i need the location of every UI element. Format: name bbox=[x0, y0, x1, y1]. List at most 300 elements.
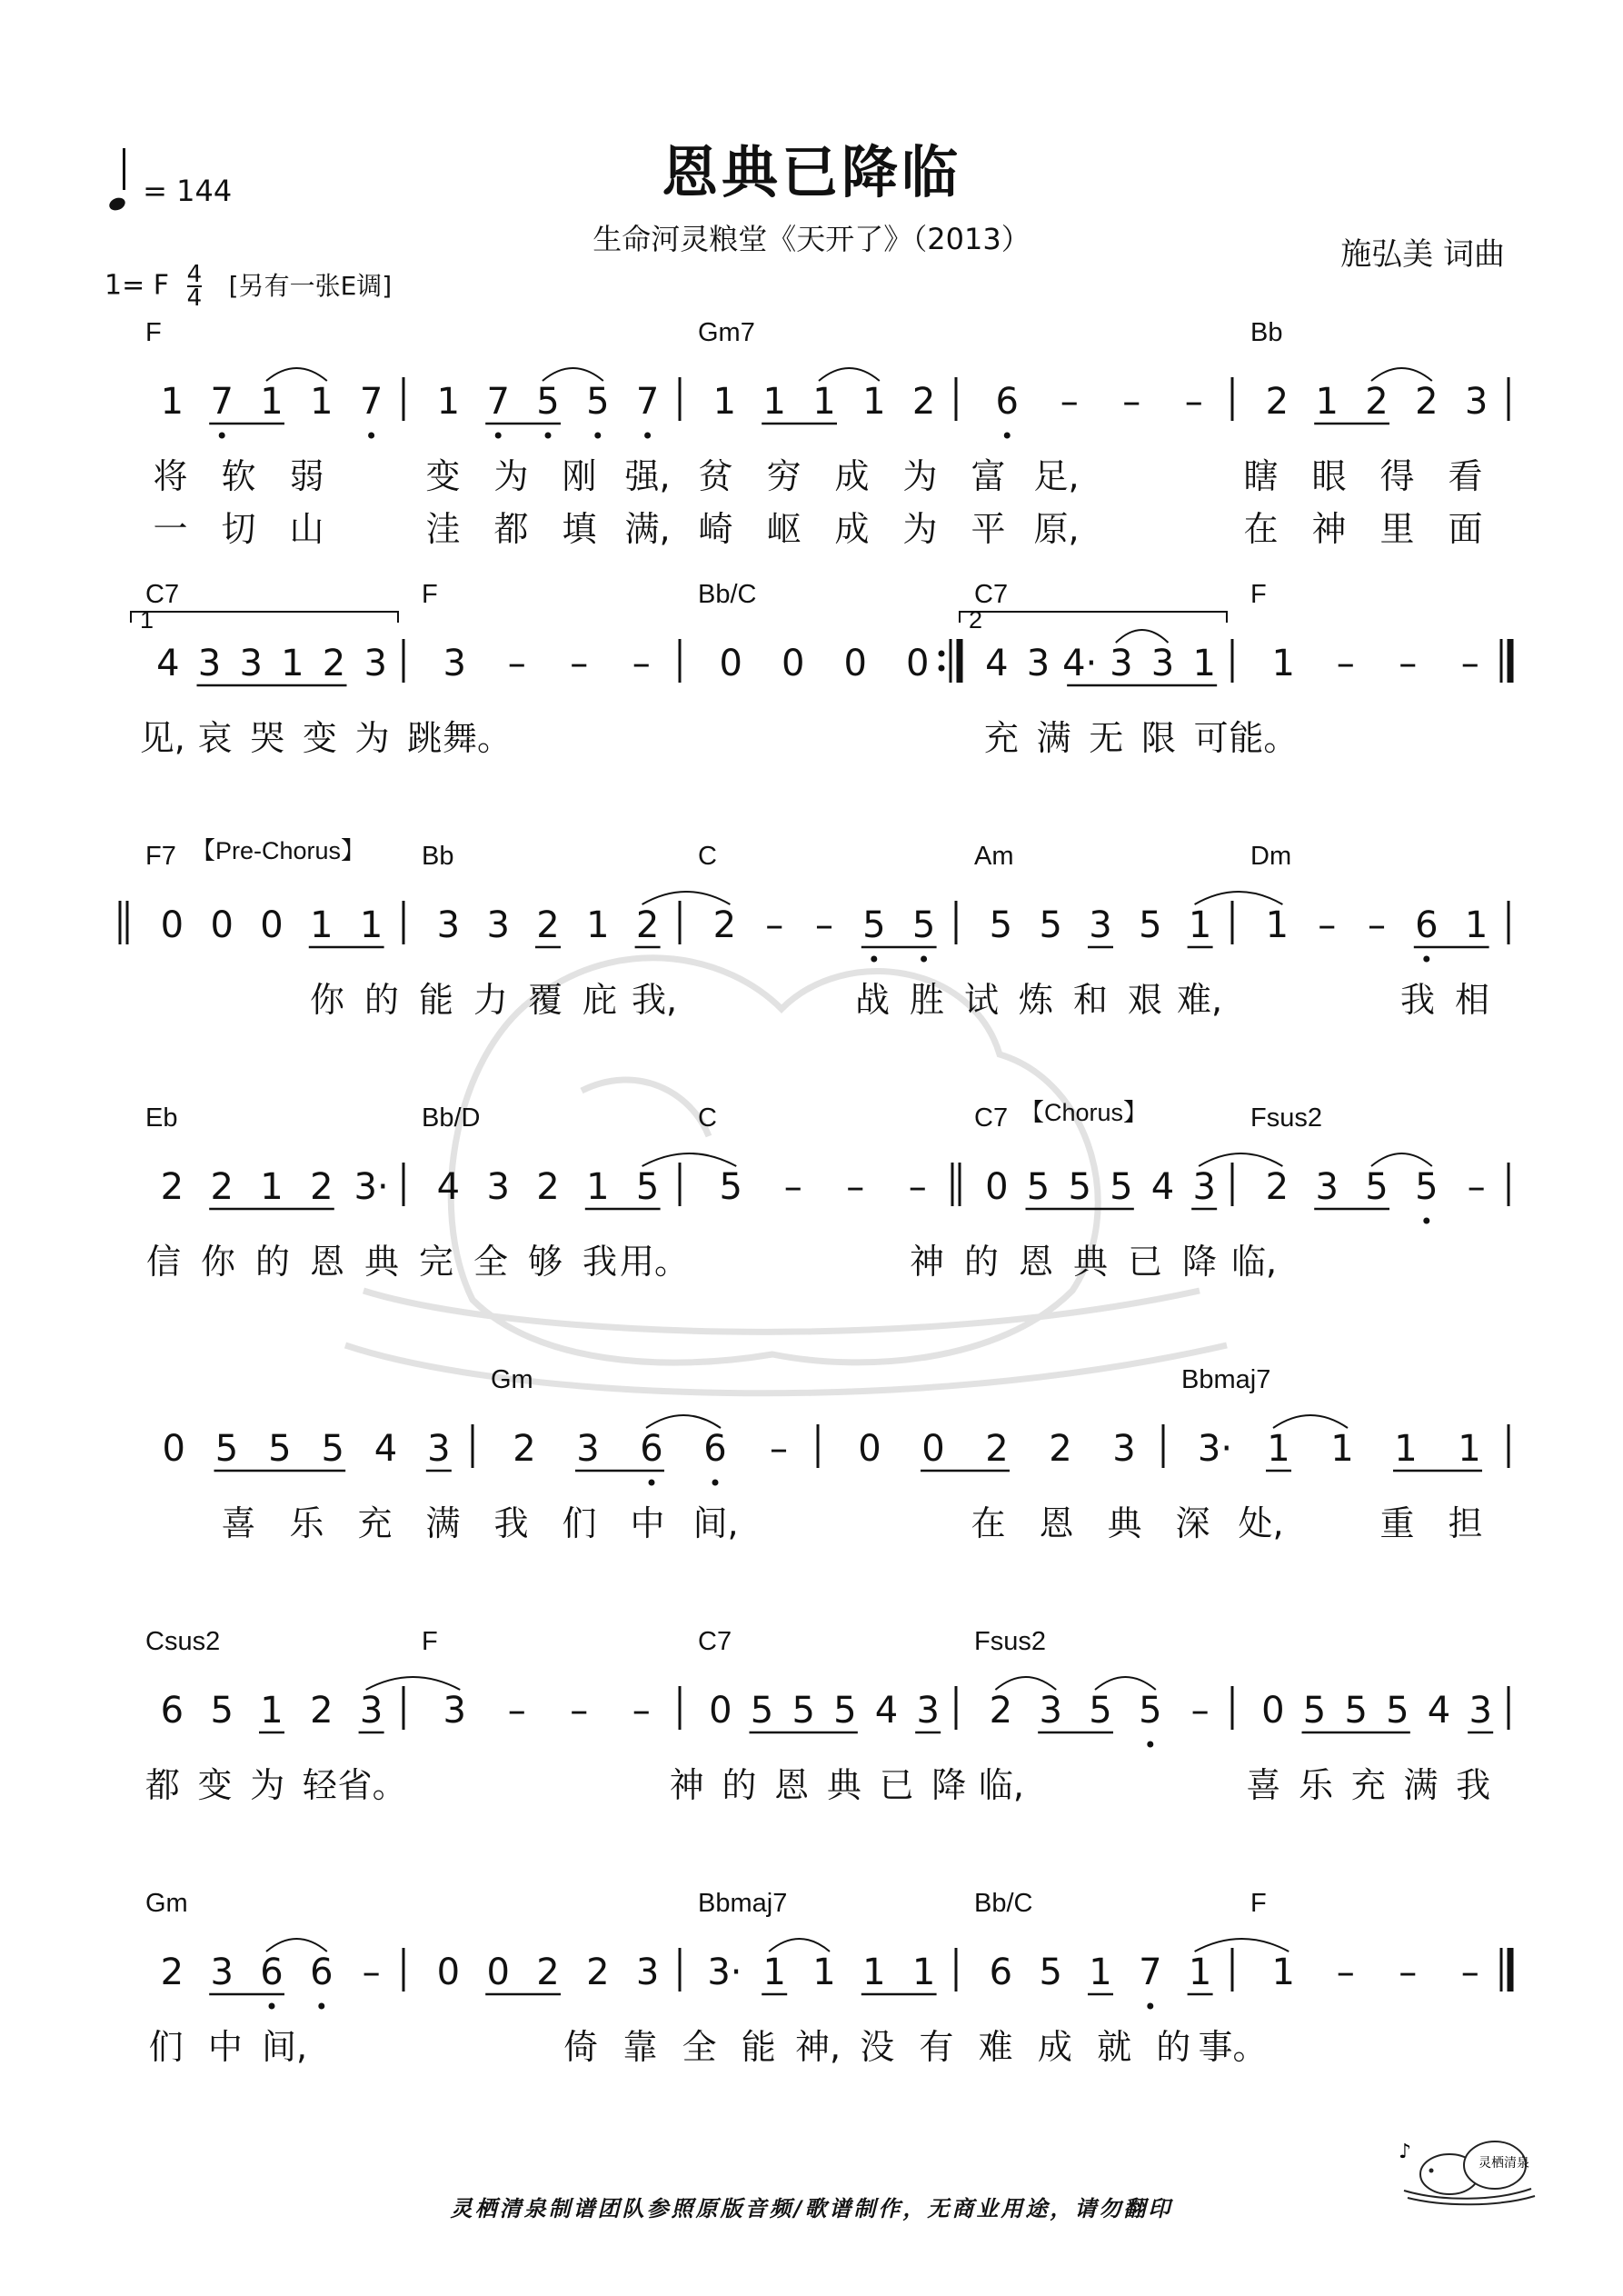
lyric-char: 降 bbox=[931, 1765, 967, 1805]
jianpu-note: 5 bbox=[1026, 1166, 1050, 1208]
jianpu-note: – bbox=[1368, 904, 1386, 946]
jianpu-note: 2 bbox=[513, 1428, 536, 1470]
jianpu-note: 1 bbox=[586, 904, 610, 946]
tie-slur bbox=[819, 368, 880, 381]
jianpu-note: 5 bbox=[792, 1690, 815, 1732]
jianpu-note: 2 bbox=[712, 904, 737, 946]
lyric-char: 可 bbox=[1193, 718, 1229, 758]
jianpu-note: 2 bbox=[1265, 381, 1289, 423]
key-label: 1= F bbox=[105, 269, 170, 302]
octave-dot-low bbox=[649, 1480, 655, 1486]
octave-dot-low bbox=[318, 2003, 324, 2010]
octave-dot-low bbox=[545, 433, 552, 439]
jianpu-note: 1 bbox=[862, 381, 886, 423]
jianpu-note: 5 bbox=[210, 1690, 234, 1732]
lyric-char: 乐 bbox=[289, 1503, 324, 1543]
lyric-char: 试 bbox=[963, 980, 1000, 1020]
jianpu-note: 3 bbox=[1110, 643, 1133, 684]
jianpu-note: 3 bbox=[443, 643, 466, 684]
lyric-char: 眼 bbox=[1311, 456, 1347, 496]
chord-symbol: Fsus2 bbox=[1250, 1103, 1322, 1133]
jianpu-note: – bbox=[507, 643, 526, 684]
lyric-char: 用。 bbox=[619, 1242, 690, 1282]
lyric-char: 舞。 bbox=[442, 718, 513, 758]
chord-symbol: Bbmaj7 bbox=[698, 1889, 788, 1918]
lyric-char: 完 bbox=[418, 1242, 454, 1282]
jianpu-note: 6 bbox=[703, 1428, 727, 1470]
lyric-char: 看 bbox=[1448, 456, 1483, 496]
chord-symbol: Dm bbox=[1250, 842, 1292, 871]
lyric-char: 间, bbox=[692, 1503, 739, 1543]
chord-symbol: Bb/C bbox=[974, 1889, 1033, 1918]
tie-slur bbox=[1116, 630, 1169, 643]
jianpu-note: 1 bbox=[712, 381, 737, 423]
jianpu-note: 2 bbox=[586, 1952, 610, 1993]
jianpu-note: 3 bbox=[239, 643, 263, 684]
jianpu-note: 0 bbox=[486, 1952, 510, 1993]
lyric-char: 倚 bbox=[563, 2027, 599, 2067]
chord-symbol: Gm bbox=[145, 1889, 188, 1918]
lyric-char: 担 bbox=[1448, 1503, 1483, 1543]
octave-dot-low bbox=[644, 433, 651, 439]
octave-dot-low bbox=[495, 433, 502, 439]
chord-symbol: Fsus2 bbox=[974, 1627, 1046, 1656]
lyric-char: 都 bbox=[144, 1765, 180, 1805]
chord-symbol: Gm7 bbox=[698, 318, 755, 347]
jianpu-note: 1 bbox=[1267, 1428, 1290, 1470]
lyric-char: 喜 bbox=[221, 1503, 256, 1543]
lyric-char: 在 bbox=[1243, 509, 1279, 549]
section-tag: 【Pre-Chorus】 bbox=[191, 837, 366, 864]
jianpu-note: – bbox=[570, 1690, 589, 1732]
tie-slur bbox=[1095, 1677, 1156, 1690]
jianpu-note: 3 bbox=[427, 1428, 451, 1470]
lyric-char: 恩 bbox=[1039, 1503, 1074, 1543]
jianpu-note: 4 bbox=[156, 643, 180, 684]
jianpu-note: – bbox=[362, 1952, 381, 1993]
jianpu-note: 5 bbox=[862, 904, 886, 946]
lyric-char: 满 bbox=[1403, 1765, 1439, 1805]
jianpu-note: 2 bbox=[210, 1166, 234, 1208]
svg-text:♪: ♪ bbox=[1399, 2141, 1412, 2163]
chord-symbol: Eb bbox=[145, 1103, 178, 1133]
lyric-char: 足, bbox=[1033, 456, 1080, 496]
volta-number: 2 bbox=[969, 606, 983, 634]
lyric-char: 弱 bbox=[289, 456, 324, 496]
lyric-char: 事。 bbox=[1198, 2027, 1268, 2067]
jianpu-note: 1 bbox=[812, 381, 836, 423]
tie-slur bbox=[1371, 1153, 1432, 1166]
lyric-char: 神, bbox=[794, 2027, 841, 2067]
chord-symbol: Bb bbox=[422, 842, 454, 871]
jianpu-note: 4 bbox=[373, 1428, 398, 1470]
composer: 施弘美 词曲 bbox=[1340, 236, 1505, 273]
chord-symbol: Bb bbox=[1250, 318, 1283, 347]
chord-symbol: C7 bbox=[974, 1103, 1009, 1133]
jianpu-note: 5 bbox=[536, 381, 560, 423]
jianpu-note: 7 bbox=[1139, 1952, 1162, 1993]
lyric-char: 将 bbox=[153, 456, 188, 496]
jianpu-note: 1 bbox=[260, 1690, 284, 1732]
chord-symbol: Bb/D bbox=[422, 1103, 481, 1133]
jianpu-note: 0 bbox=[436, 1952, 461, 1993]
lyric-char: 已 bbox=[879, 1765, 914, 1805]
lyric-char: 中 bbox=[207, 2027, 243, 2067]
lyric-char: 崎 bbox=[698, 509, 733, 549]
lyric-char: 庇 bbox=[582, 980, 618, 1020]
lyric-char: 典 bbox=[363, 1242, 400, 1282]
lyric-char: 神 bbox=[1311, 509, 1347, 549]
jianpu-note: – bbox=[632, 1690, 651, 1732]
jianpu-note: 1 bbox=[1192, 643, 1216, 684]
jianpu-note: 1 bbox=[762, 381, 786, 423]
jianpu-note: 2 bbox=[635, 904, 660, 946]
jianpu-note: 7 bbox=[635, 381, 660, 423]
jianpu-note: – bbox=[570, 643, 589, 684]
jianpu-note: 2 bbox=[536, 1166, 560, 1208]
brand-logo bbox=[1386, 2134, 1549, 2207]
octave-dot-low bbox=[219, 433, 225, 439]
lyric-char: 难 bbox=[978, 2027, 1013, 2067]
lyric-char: 瞎 bbox=[1243, 456, 1279, 496]
tempo-value: = 144 bbox=[143, 174, 233, 208]
lyric-char: 战 bbox=[854, 980, 891, 1020]
lyric-char: 有 bbox=[919, 2027, 954, 2067]
jianpu-note: 1 bbox=[1188, 904, 1212, 946]
tie-slur bbox=[769, 1939, 830, 1952]
lyric-char: 力 bbox=[473, 980, 509, 1020]
lyric-char: 成 bbox=[834, 509, 870, 549]
chord-symbol: Bbmaj7 bbox=[1181, 1365, 1271, 1394]
lyric-char: 为 bbox=[250, 1765, 285, 1805]
jianpu-note: 3 bbox=[1315, 1166, 1339, 1208]
volta-bracket bbox=[131, 612, 398, 623]
jianpu-note: 1 bbox=[1458, 1428, 1481, 1470]
lyric-char: 临, bbox=[1230, 1242, 1278, 1282]
lyric-char: 为 bbox=[902, 456, 938, 496]
lyric-char: 的 bbox=[963, 1242, 1000, 1282]
jianpu-note: 3 bbox=[1039, 1690, 1062, 1732]
lyric-char: 的 bbox=[722, 1765, 757, 1805]
jianpu-note: 6 bbox=[260, 1952, 284, 1993]
jianpu-note: 6 bbox=[989, 1952, 1013, 1993]
lyric-char: 变 bbox=[425, 456, 461, 496]
lyric-char: 你 bbox=[200, 1242, 236, 1282]
lyric-char: 岖 bbox=[766, 509, 802, 549]
lyric-char: 为 bbox=[902, 509, 938, 549]
jianpu-note: – bbox=[765, 904, 784, 946]
jianpu-note: 2 bbox=[1049, 1428, 1072, 1470]
chord-symbol: C7 bbox=[974, 580, 1009, 609]
jianpu-note: – bbox=[846, 1166, 865, 1208]
lyric-char: 无 bbox=[1089, 718, 1124, 758]
chord-symbol: F bbox=[1250, 1889, 1267, 1918]
jianpu-note: 2 bbox=[310, 1166, 334, 1208]
lyric-char: 我 bbox=[493, 1503, 529, 1543]
jianpu-note: – bbox=[632, 643, 651, 684]
lyric-char: 临, bbox=[978, 1765, 1024, 1805]
lyric-char: 的 bbox=[1156, 2027, 1191, 2067]
jianpu-note: 4 bbox=[1427, 1690, 1451, 1732]
lyric-char: 全 bbox=[473, 1242, 509, 1282]
jianpu-note: 0 bbox=[719, 643, 742, 684]
lyric-char: 处, bbox=[1238, 1503, 1284, 1543]
jianpu-note: 5 bbox=[635, 1166, 660, 1208]
jianpu-note: 5 bbox=[321, 1428, 344, 1470]
lyric-char: 够 bbox=[527, 1242, 563, 1282]
jianpu-note: 3 bbox=[359, 1690, 383, 1732]
jianpu-note: – bbox=[507, 1690, 526, 1732]
jianpu-note: 3 bbox=[1192, 1166, 1216, 1208]
lyric-char: 艰 bbox=[1127, 980, 1163, 1020]
jianpu-note: 6 bbox=[160, 1690, 184, 1732]
jianpu-note: 6 bbox=[310, 1952, 334, 1993]
jianpu-note: 0 bbox=[709, 1690, 732, 1732]
lyric-char: 填 bbox=[562, 509, 597, 549]
lyric-char: 哭 bbox=[250, 718, 285, 758]
lyric-char: 都 bbox=[493, 509, 529, 549]
jianpu-note: 2 bbox=[1265, 1166, 1289, 1208]
jianpu-note: 5 bbox=[1386, 1690, 1409, 1732]
lyric-char: 典 bbox=[1107, 1503, 1142, 1543]
lyric-char: 神 bbox=[909, 1242, 945, 1282]
lyric-char: 我 bbox=[1456, 1765, 1491, 1805]
tie-slur bbox=[1273, 1415, 1348, 1428]
lyric-char: 没 bbox=[860, 2027, 895, 2067]
jianpu-note: 3 bbox=[1112, 1428, 1136, 1470]
jianpu-note: 1 bbox=[260, 1166, 284, 1208]
lyric-char: 成 bbox=[834, 456, 870, 496]
jianpu-note: – bbox=[1399, 1952, 1418, 1993]
tie-slur bbox=[995, 1677, 1056, 1690]
jianpu-note: 3 bbox=[1469, 1690, 1492, 1732]
jianpu-note: 3 bbox=[1089, 904, 1112, 946]
lyric-char: 恩 bbox=[309, 1242, 345, 1282]
jianpu-note: 1 bbox=[762, 1952, 786, 1993]
jianpu-note: 5 bbox=[586, 381, 610, 423]
lyric-char: 变 bbox=[197, 1765, 233, 1805]
tie-slur bbox=[266, 1939, 327, 1952]
lyric-char: 们 bbox=[148, 2027, 184, 2067]
lyric-char: 难, bbox=[1176, 980, 1223, 1020]
jianpu-note: 6 bbox=[640, 1428, 663, 1470]
jianpu-note: 3 bbox=[1026, 643, 1050, 684]
lyric-char: 典 bbox=[826, 1765, 861, 1805]
lyric-char: 靠 bbox=[622, 2027, 658, 2067]
lyric-char: 你 bbox=[309, 980, 345, 1020]
chord-symbol: Csus2 bbox=[145, 1627, 221, 1656]
lyric-char: 信 bbox=[145, 1242, 182, 1282]
lyric-char: 见, bbox=[139, 718, 185, 758]
lyric-char: 软 bbox=[221, 456, 256, 496]
lyric-char: 神 bbox=[669, 1765, 704, 1805]
lyric-char: 炼 bbox=[1018, 980, 1054, 1020]
jianpu-note: 0 bbox=[782, 643, 805, 684]
jianpu-note: 1 bbox=[1089, 1952, 1112, 1993]
jianpu-note: 1 bbox=[310, 904, 334, 946]
jianpu-note: – bbox=[1399, 643, 1418, 684]
jianpu-note: 0 bbox=[210, 904, 234, 946]
jianpu-note: – bbox=[1336, 643, 1355, 684]
jianpu-note: 4 bbox=[436, 1166, 461, 1208]
jianpu-note: 1 bbox=[586, 1166, 610, 1208]
jianpu-note: 5 bbox=[214, 1428, 239, 1470]
jianpu-note: 5 bbox=[989, 904, 1013, 946]
lyric-char: 贫 bbox=[698, 456, 733, 496]
jianpu-note: 3 bbox=[443, 1690, 466, 1732]
jianpu-note: 1 bbox=[1315, 381, 1339, 423]
jianpu-note: 3 bbox=[1150, 643, 1175, 684]
jianpu-note: – bbox=[1184, 381, 1203, 423]
lyric-char: 轻 bbox=[302, 1765, 337, 1805]
lyric-char: 充 bbox=[357, 1503, 393, 1543]
octave-dot-low bbox=[368, 433, 374, 439]
jianpu-note: 1 bbox=[436, 381, 461, 423]
octave-dot-low bbox=[1423, 1218, 1429, 1224]
jianpu-note: 3 bbox=[1464, 381, 1489, 423]
volta-bracket bbox=[960, 612, 1227, 623]
jianpu-note: 0 bbox=[921, 1428, 945, 1470]
octave-dot-low bbox=[921, 956, 927, 963]
chord-symbol: C bbox=[698, 842, 717, 871]
jianpu-note: 2 bbox=[160, 1166, 184, 1208]
lyric-char: 充 bbox=[983, 718, 1019, 758]
lyric-char: 富 bbox=[971, 456, 1006, 496]
octave-dot-low bbox=[712, 1480, 719, 1486]
lyric-char: 跳 bbox=[407, 718, 443, 758]
jianpu-note: 1 bbox=[862, 1952, 886, 1993]
jianpu-note: – bbox=[1190, 1690, 1210, 1732]
jianpu-note: 0 bbox=[985, 1166, 1009, 1208]
jianpu-note: 7 bbox=[486, 381, 510, 423]
jianpu-note: 2 bbox=[322, 643, 346, 684]
footer-note: 灵栖清泉制谱团队参照原版音频/歌谱制作，无商业用途，请勿翻印 bbox=[450, 2196, 1173, 2221]
jianpu-note: – bbox=[1318, 904, 1337, 946]
jianpu-note: 6 bbox=[995, 381, 1019, 423]
jianpu-note: 4 bbox=[985, 643, 1009, 684]
lyric-char: 覆 bbox=[527, 980, 563, 1020]
lyric-char: 能 bbox=[741, 2027, 776, 2067]
jianpu-note: 4 bbox=[874, 1690, 899, 1732]
lyric-char: 我 bbox=[1399, 980, 1436, 1020]
jianpu-note: 2 bbox=[911, 381, 936, 423]
jianpu-note: 3 bbox=[576, 1428, 600, 1470]
lyric-char: 平 bbox=[971, 509, 1006, 549]
jianpu-note: 3 bbox=[210, 1952, 234, 1993]
lyric-char: 降 bbox=[1181, 1242, 1218, 1282]
jianpu-note: 0 bbox=[260, 904, 284, 946]
tie-slur bbox=[366, 1677, 461, 1690]
lyric-char: 强, bbox=[624, 456, 671, 496]
lyric-char: 我 bbox=[582, 1242, 618, 1282]
jianpu-note: 5 bbox=[911, 904, 936, 946]
lyric-char: 典 bbox=[1072, 1242, 1109, 1282]
jianpu-note: 7 bbox=[210, 381, 234, 423]
jianpu-note: – bbox=[815, 904, 833, 946]
chord-symbol: F bbox=[422, 580, 438, 609]
lyric-char: 相 bbox=[1454, 980, 1490, 1020]
jianpu-note: – bbox=[1336, 1952, 1355, 1993]
jianpu-note: 7 bbox=[359, 381, 383, 423]
jianpu-note: 5 bbox=[1344, 1690, 1368, 1732]
tie-slur bbox=[1195, 892, 1283, 904]
jianpu-note: 5 bbox=[1139, 1690, 1162, 1732]
jianpu-note: – bbox=[1467, 1166, 1486, 1208]
jianpu-note: 3 bbox=[486, 904, 510, 946]
chord-symbol: Bb/C bbox=[698, 580, 757, 609]
chord-symbol: F bbox=[145, 318, 162, 347]
lyric-char: 切 bbox=[221, 509, 256, 549]
lyric-char: 喜 bbox=[1246, 1765, 1281, 1805]
lyric-char: 满 bbox=[425, 1503, 461, 1543]
lyric-char: 和 bbox=[1072, 980, 1109, 1020]
jianpu-note: – bbox=[1060, 381, 1079, 423]
jianpu-note: 5 bbox=[833, 1690, 857, 1732]
tie-slur bbox=[646, 1415, 721, 1428]
lyric-char: 们 bbox=[562, 1503, 597, 1543]
lyric-char: 的 bbox=[254, 1242, 291, 1282]
jianpu-note: 1 bbox=[359, 904, 383, 946]
jianpu-note: 5 bbox=[1039, 1952, 1062, 1993]
volta-number: 1 bbox=[140, 606, 154, 634]
jianpu-note: 1 bbox=[160, 381, 184, 423]
chord-symbol: F7 bbox=[145, 842, 176, 871]
jianpu-note: – bbox=[1460, 1952, 1479, 1993]
jianpu-note: 3· bbox=[353, 1166, 389, 1208]
lyric-char: 恩 bbox=[1018, 1242, 1054, 1282]
jianpu-note: 2 bbox=[989, 1690, 1013, 1732]
lyric-char: 恩 bbox=[774, 1765, 810, 1805]
chord-symbol: C bbox=[698, 1103, 717, 1133]
lyric-char: 重 bbox=[1379, 1503, 1415, 1543]
tie-slur bbox=[642, 892, 731, 904]
lyric-char: 已 bbox=[1127, 1242, 1163, 1282]
jianpu-note: 3 bbox=[363, 643, 387, 684]
subtitle: 生命河灵粮堂《天开了》（2013） bbox=[592, 222, 1031, 256]
lyric-char: 穷 bbox=[766, 456, 802, 496]
jianpu-note: 3 bbox=[436, 904, 461, 946]
jianpu-note: 2 bbox=[536, 1952, 560, 1993]
octave-dot-low bbox=[594, 433, 601, 439]
jianpu-note: 1 bbox=[1330, 1428, 1354, 1470]
jianpu-note: 4· bbox=[1062, 643, 1098, 684]
tie-slur bbox=[266, 368, 327, 381]
lyric-char: 里 bbox=[1379, 509, 1415, 549]
jianpu-note: 3· bbox=[707, 1952, 742, 1993]
octave-dot-low bbox=[1423, 956, 1429, 963]
jianpu-note: 5 bbox=[750, 1690, 774, 1732]
jianpu-note: 1 bbox=[1464, 904, 1489, 946]
jianpu-note: – bbox=[1460, 643, 1479, 684]
jianpu-note: 1 bbox=[281, 643, 304, 684]
jianpu-note: 0 bbox=[1261, 1690, 1285, 1732]
jianpu-note: 1 bbox=[911, 1952, 936, 1993]
lyric-char: 中 bbox=[630, 1503, 665, 1543]
tie-slur bbox=[642, 1153, 737, 1166]
jianpu-note: 3· bbox=[1197, 1428, 1233, 1470]
lyric-char: 能 bbox=[418, 980, 454, 1020]
jianpu-note: 0 bbox=[843, 643, 867, 684]
chord-symbol: C7 bbox=[698, 1627, 732, 1656]
lyric-char: 全 bbox=[682, 2027, 717, 2067]
jianpu-note: 5 bbox=[1068, 1166, 1091, 1208]
tie-slur bbox=[1195, 1939, 1289, 1952]
jianpu-note: – bbox=[770, 1428, 788, 1470]
jianpu-note: 0 bbox=[906, 643, 930, 684]
jianpu-note: 2 bbox=[985, 1428, 1009, 1470]
octave-dot-low bbox=[1147, 2003, 1153, 2010]
octave-dot-low bbox=[269, 2003, 275, 2010]
